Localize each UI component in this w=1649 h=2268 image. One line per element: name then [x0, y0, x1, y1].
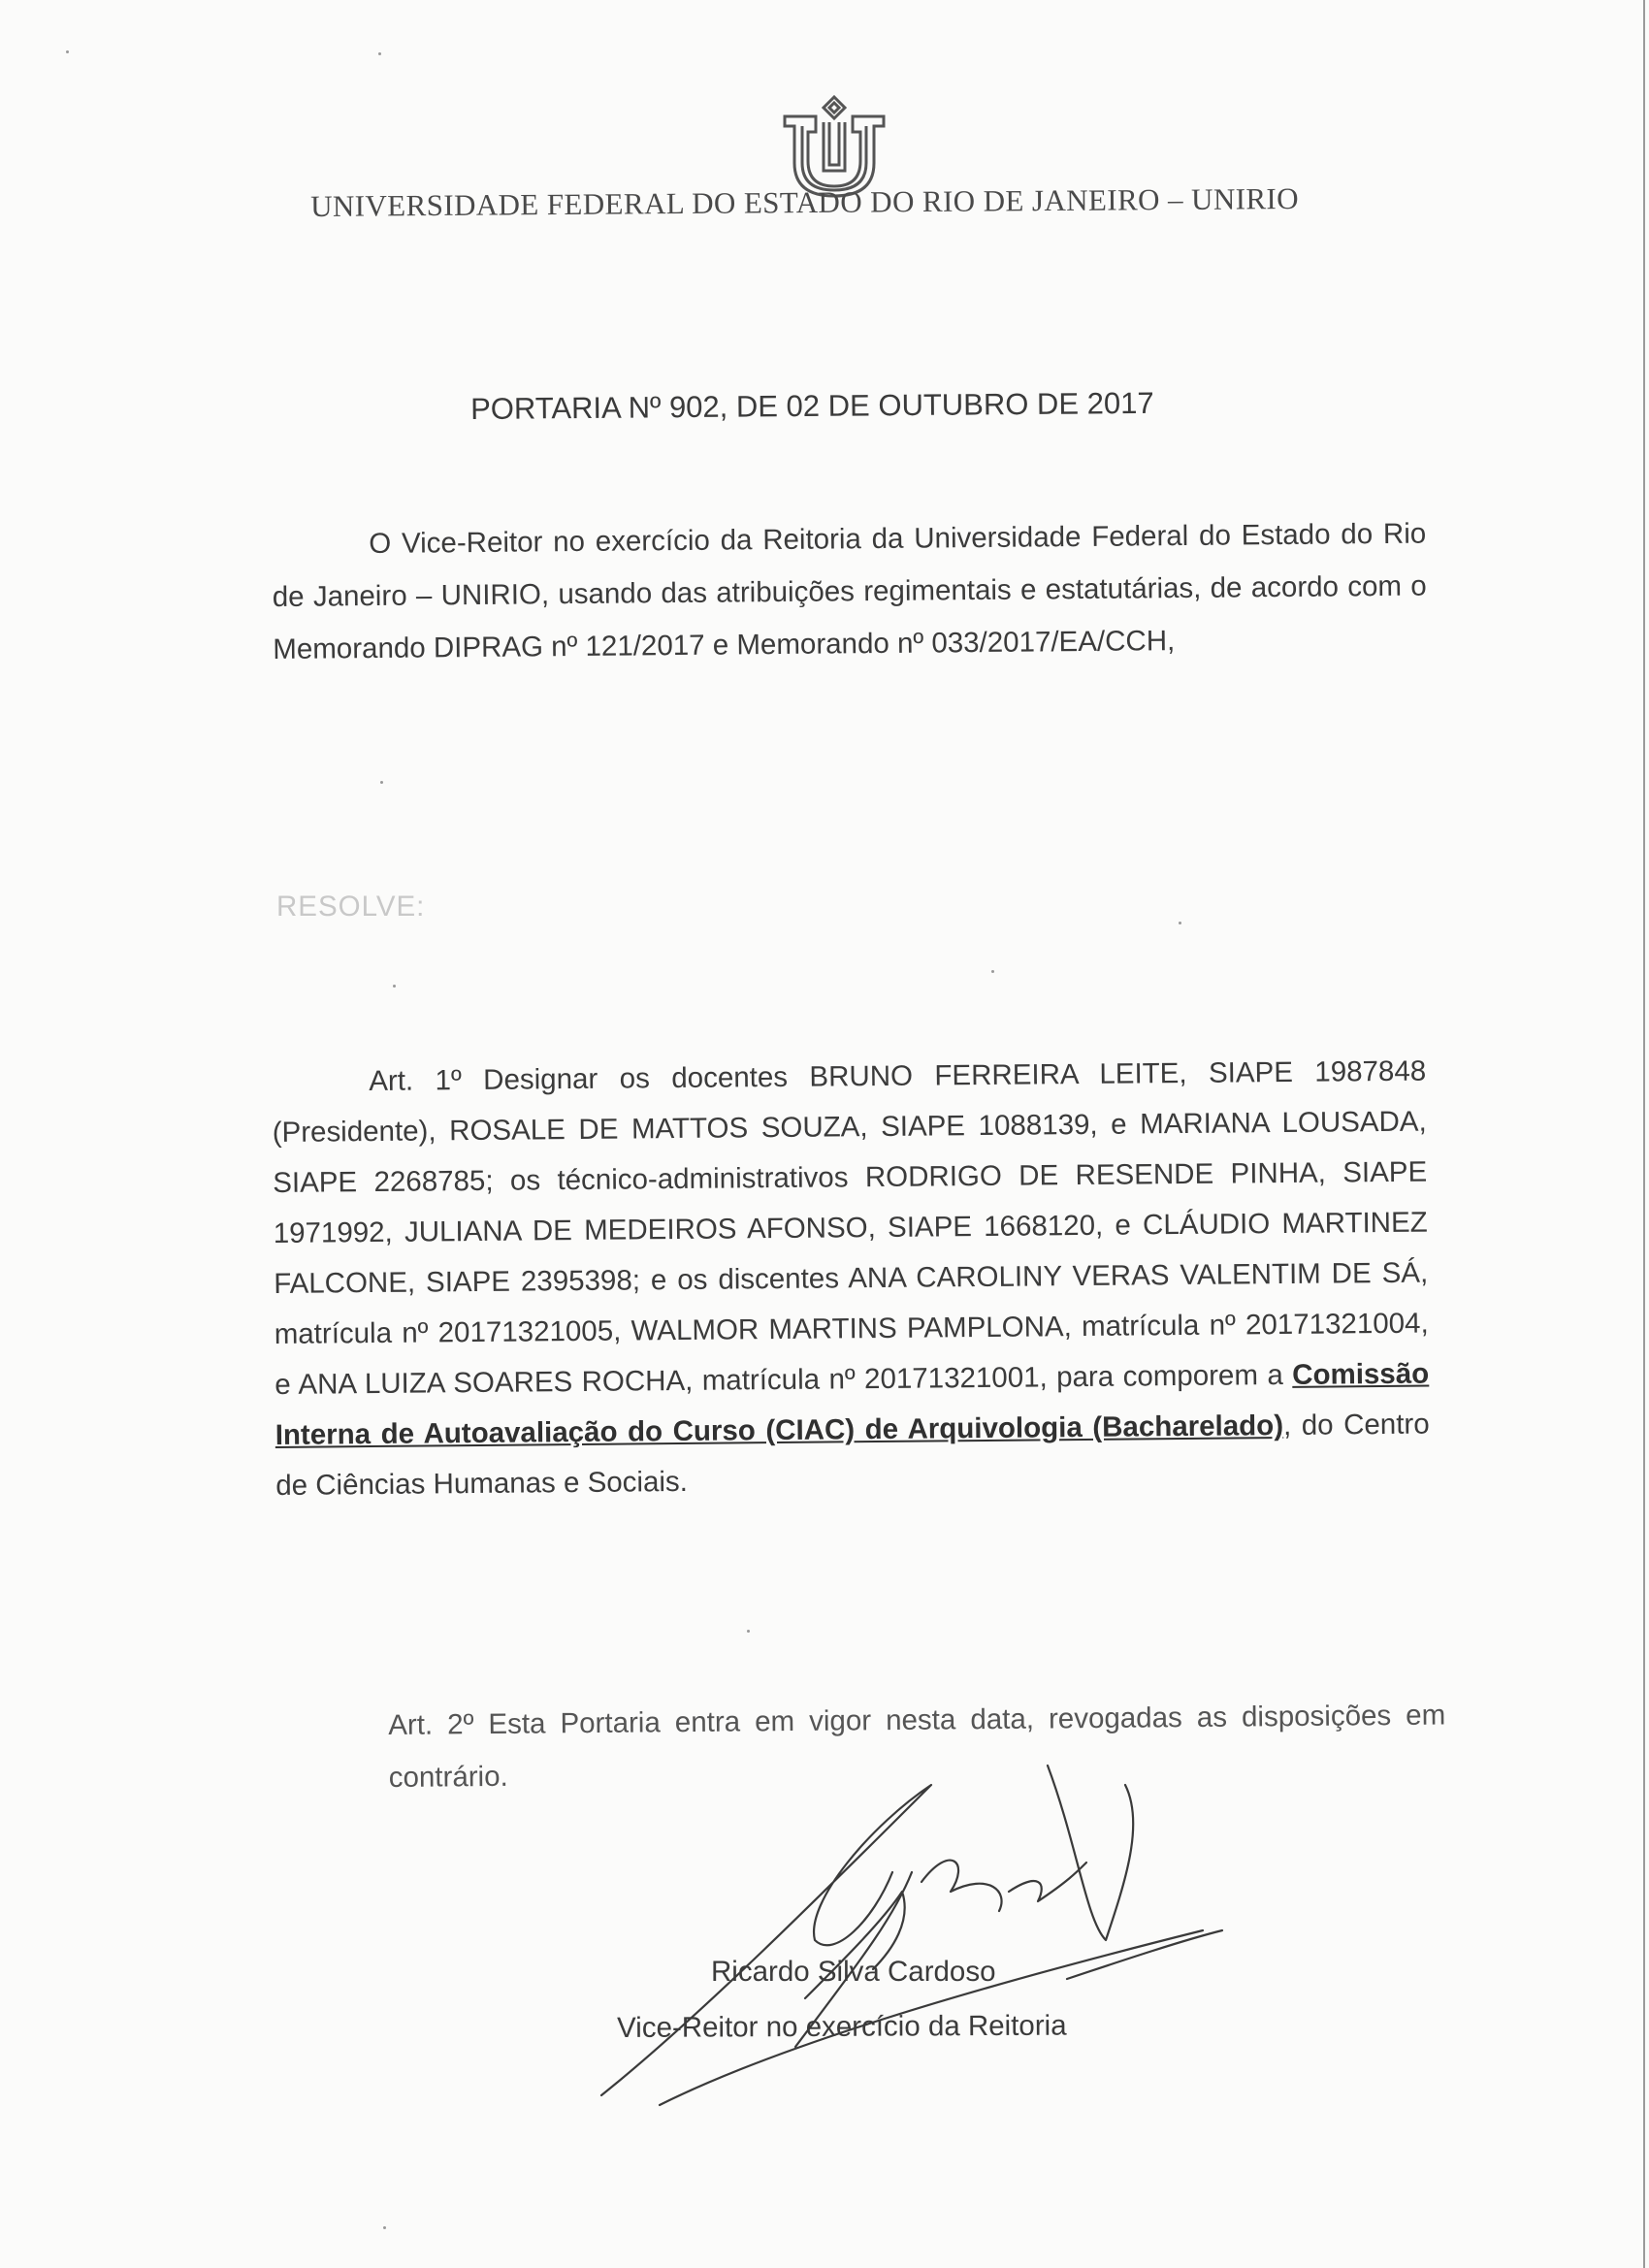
scan-speck [991, 970, 994, 973]
signer-name: Ricardo Silva Cardoso [711, 1956, 996, 1988]
article-1-ending: , do Centro de Ciências Humanas e Sociais. [275, 1408, 1430, 1502]
article-2: Art. 2º Esta Portaria entra em vigor nesta data, revogadas as disposições em contrário. [388, 1699, 1446, 1794]
article-1-text: Art. 1º Designar os docentes BRUNO FERREIRA LEITE, SIAPE 1987848 (Presidente), ROSALE DE MATTOS SOUZA, SIAPE 1088139, e MARIANA LOUSADA, SIAPE 2268785; os técnico-administrativos RODRIGO DE RESENDE PINHA, SIAPE 1971992, JULIANA DE MEDEIROS AFONSO, SIAPE 1668120, e CLÁUDIO MARTINEZ FALCONE, SIAPE 2395398; e os discentes ANA CAROLINY VERAS VALENTIM DE SÁ, matrícula nº 20171321005, WALMOR MARTINS PAMPLONA, matrícula nº 20171321004, e ANA LUIZA SOARES ROCHA, matrícula nº 20171321001, para comporem a [272, 1054, 1429, 1401]
commission-name: Comissão Interna de Autoavaliação do Curso (CIAC) de Arquivologia (Bacharelado) [275, 1357, 1430, 1451]
scan-speck [393, 985, 396, 988]
scan-speck [1179, 922, 1181, 924]
document-title: PORTARIA Nº 902, DE 02 DE OUTUBRO DE 2017 [470, 385, 1154, 426]
scan-speck [380, 781, 383, 784]
scan-speck [378, 52, 381, 55]
intro-paragraph: O Vice-Reitor no exercício da Reitoria da Universidade Federal do Estado do Rio de Janeiro – UNIRIO, usando das atribuições regimentais e estatutárias, de acordo com o Memorando DIPRAG nº 121/2017 e Memorando nº 033/2017/EA/CCH, [272, 517, 1427, 665]
university-name: UNIVERSIDADE FEDERAL DO ESTADO DO RIO DE JANEIRO – UNIRIO [310, 180, 1300, 223]
scan-speck [66, 50, 69, 53]
resolve-heading: RESOLVE: [276, 891, 426, 923]
article-1 [272, 1047, 1430, 1511]
scan-speck [383, 2226, 386, 2229]
unirio-logo-icon [781, 93, 888, 198]
signer-role: Vice-Reitor no exercício da Reitoria [617, 2009, 1067, 2044]
scan-speck [747, 1630, 750, 1633]
scan-edge-line [1643, 0, 1645, 2268]
